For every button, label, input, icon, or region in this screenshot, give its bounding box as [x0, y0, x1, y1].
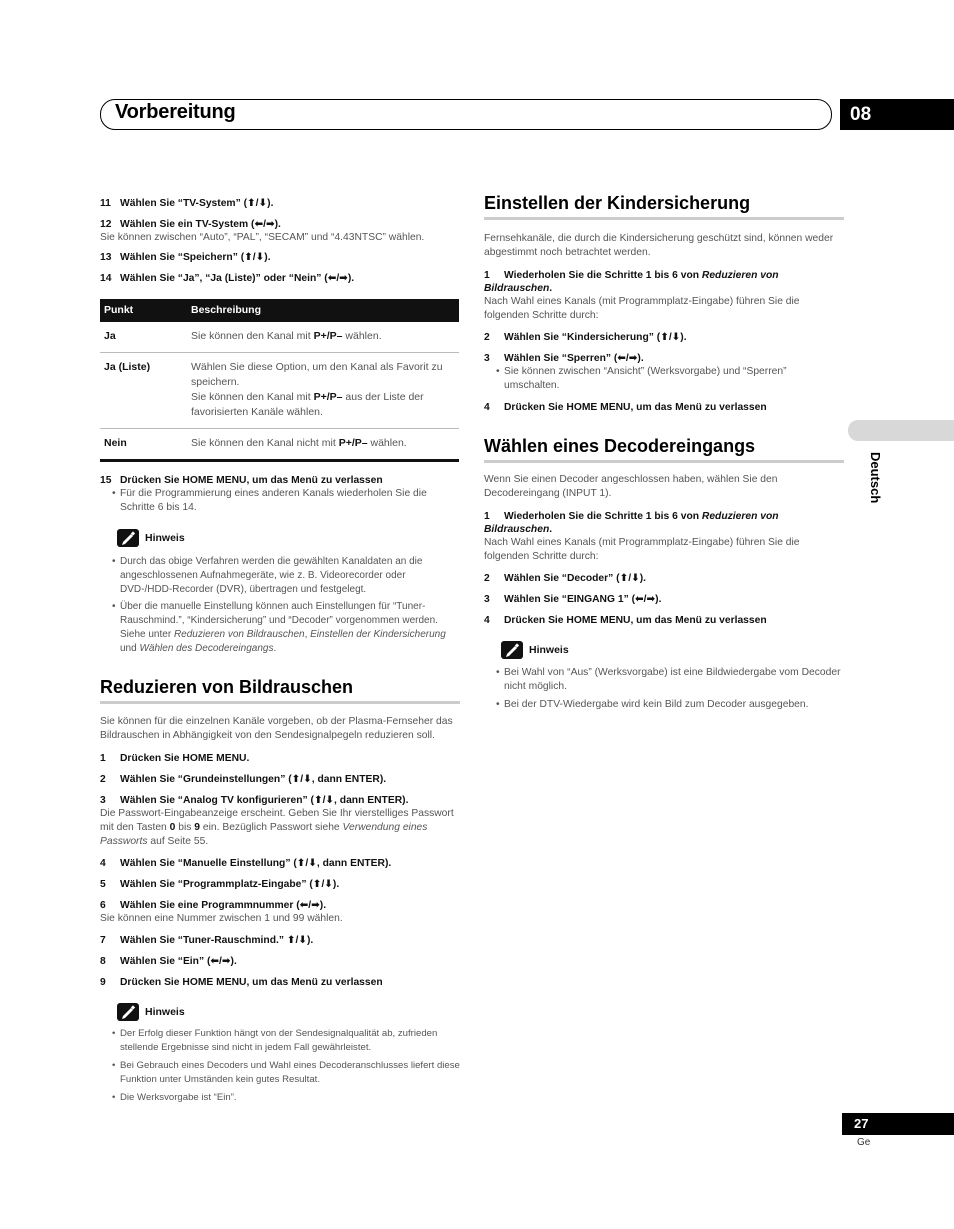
step-5: 5 Wählen Sie “Programmplatz-Eingabe” (⬆/⬇). [100, 879, 340, 890]
section-intro: Wenn Sie einen Decoder angeschlossen haben, wählen Sie den Decodereingang (INPUT 1). [484, 474, 778, 499]
step-1: 1 Wiederholen Sie die Schritte 1 bis 6 von Reduzieren von Bildrauschen. [484, 270, 779, 294]
note-pencil-icon [117, 529, 139, 547]
hint-bullet-2: • Bei Gebrauch eines Decoders und Wahl eines Decoderanschlusses liefert diese Funktion unter Umständen kein gutes Resultat. [100, 1059, 460, 1087]
note-pencil-icon [117, 1003, 139, 1021]
page-title: Vorbereitung [115, 101, 236, 123]
step-11: 11 Wählen Sie “TV-System” (⬆/⬇). [100, 198, 274, 209]
hint-bullet-1: • Der Erfolg dieser Funktion hängt von der Sendesignalqualität ab, zufrieden stellende Ergebnisse sind nicht in jedem Fall gewährleistet. [100, 1027, 460, 1055]
step-9: 9 Drücken Sie HOME MENU, um das Menü zu verlassen [100, 977, 383, 988]
page-number: 27 [842, 1113, 954, 1135]
right-column [484, 192, 844, 712]
section-title-reduzieren: Reduzieren von Bildrauschen [100, 677, 354, 697]
hint-bullet-3: • Die Werksvorgabe ist “Ein”. [100, 1091, 460, 1105]
step-15: 15 Drücken Sie HOME MENU, um das Menü zu verlassen [100, 475, 383, 486]
hint-bullet-1: • Bei Wahl von “Aus” (Werksvorgabe) ist eine Bildwiedergabe vom Decoder nicht möglich. [484, 666, 844, 694]
table-row: Ja (Liste) Wählen Sie diese Option, um den Kanal als Favorit zu speichern. Sie können den Kanal mit P+/P– aus der Liste der favorisierten Kanäle wählen. [100, 353, 459, 429]
step-4: 4 Drücken Sie HOME MENU, um das Menü zu verlassen [484, 402, 767, 413]
step-4: 4 Wählen Sie “Manuelle Einstellung” (⬆/⬇, dann ENTER). [100, 858, 392, 869]
options-table [100, 299, 459, 462]
step-3-note: Die Passwort-Eingabeanzeige erscheint. Geben Sie Ihr vierstelliges Passwort mit den Tasten 0 bis 9 ein. Bezüglich Passwort siehe Verwendung eines Passworts auf Seite 55. [100, 808, 454, 847]
language-tab [848, 420, 954, 441]
hint-heading: Hinweis [117, 529, 460, 547]
step-3: 3 Wählen Sie “Analog TV konfigurieren” (⬆/⬇, dann ENTER). [100, 795, 409, 806]
table-header-beschreibung: Beschreibung [187, 299, 459, 322]
step-6: 6 Wählen Sie eine Programmnummer (⬅/➡). [100, 900, 327, 911]
step-15-bullet: • Für die Programmierung eines anderen Kanals wiederholen Sie die Schritte 6 bis 14. [100, 487, 460, 515]
table-row: Nein Sie können den Kanal nicht mit P+/P– wählen. [100, 429, 459, 461]
step-8: 8 Wählen Sie “Ein” (⬅/➡). [100, 956, 237, 967]
step-4: 4 Drücken Sie HOME MENU, um das Menü zu verlassen [484, 615, 767, 626]
step-1: 1 Drücken Sie HOME MENU. [100, 753, 250, 764]
step-2: 2 Wählen Sie “Kindersicherung” (⬆/⬇). [484, 332, 687, 343]
step-2: 2 Wählen Sie “Grundeinstellungen” (⬆/⬇, dann ENTER). [100, 774, 387, 785]
step-12: 12 Wählen Sie ein TV-System (⬅/➡). [100, 219, 281, 230]
hint-bullet-1: • Durch das obige Verfahren werden die gewählten Kanaldaten an die angeschlossenen Aufnahmegeräte, wie z. B. Videorecorder oder DVD-/HDD-Recorder (DVR), übertragen und festgelegt. [100, 555, 460, 597]
language-label: Deutsch [868, 452, 883, 504]
hint-bullet-2: • Bei der DTV-Wiedergabe wird kein Bild zum Decoder ausgegeben. [484, 698, 844, 712]
step-1-note: Nach Wahl eines Kanals (mit Programmplatz-Eingabe) führen Sie die folgenden Schritte durch: [484, 537, 800, 562]
step-14: 14 Wählen Sie “Ja”, “Ja (Liste)” oder “Nein” (⬅/➡). [100, 273, 355, 284]
section-intro: Sie können für die einzelnen Kanäle vorgeben, ob der Plasma-Fernseher das Bildrauschen in Abhängigkeit von den Sendesignalpegeln reduzieren soll. [100, 716, 453, 741]
section-title-kindersicherung: Einstellen der Kindersicherung [484, 193, 751, 213]
step-3: 3 Wählen Sie “Sperren” (⬅/➡). [484, 353, 644, 364]
step-13: 13 Wählen Sie “Speichern” (⬆/⬇). [100, 252, 271, 263]
step-1-note: Nach Wahl eines Kanals (mit Programmplatz-Eingabe) führen Sie die folgenden Schritte durch: [484, 296, 800, 321]
hint-bullet-2: • Über die manuelle Einstellung können auch Einstellungen für “Tuner-Rauschmind.”, “Kindersicherung” und “Decoder” vorgenommen werden. Siehe unter Reduzieren von Bildrauschen, Einstellen der Kindersicherung und Wählen des Decodereingangs. [100, 600, 460, 656]
step-12-note: Sie können zwischen “Auto”, “PAL”, “SECAM” und “4.43NTSC” wählen. [100, 232, 425, 243]
section-title-decoder: Wählen eines Decodereingangs [484, 436, 756, 456]
table-row: Ja Sie können den Kanal mit P+/P– wählen. [100, 322, 459, 353]
left-column [100, 195, 460, 1105]
step-1: 1 Wiederholen Sie die Schritte 1 bis 6 von Reduzieren von Bildrauschen. [484, 511, 779, 535]
step-7: 7 Wählen Sie “Tuner-Rauschmind.” ⬆/⬇). [100, 935, 314, 946]
language-code: Ge [857, 1137, 871, 1148]
step-2: 2 Wählen Sie “Decoder” (⬆/⬇). [484, 573, 646, 584]
section-rule [100, 701, 460, 704]
section-rule [484, 217, 844, 220]
table-header-punkt: Punkt [100, 299, 187, 322]
step-3: 3 Wählen Sie “EINGANG 1” (⬅/➡). [484, 594, 662, 605]
note-pencil-icon [501, 641, 523, 659]
section-intro: Fernsehkanäle, die durch die Kindersicherung geschützt sind, können weder abgestimmt noch betrachtet werden. [484, 233, 834, 258]
step-3-bullet: • Sie können zwischen “Ansicht” (Werksvorgabe) und “Sperren” umschalten. [484, 365, 844, 393]
section-rule [484, 460, 844, 463]
hint-heading: Hinweis [501, 641, 844, 659]
hint-heading: Hinweis [117, 1003, 460, 1021]
chapter-number: 08 [840, 99, 954, 130]
step-6-note: Sie können eine Nummer zwischen 1 und 99 wählen. [100, 913, 343, 924]
